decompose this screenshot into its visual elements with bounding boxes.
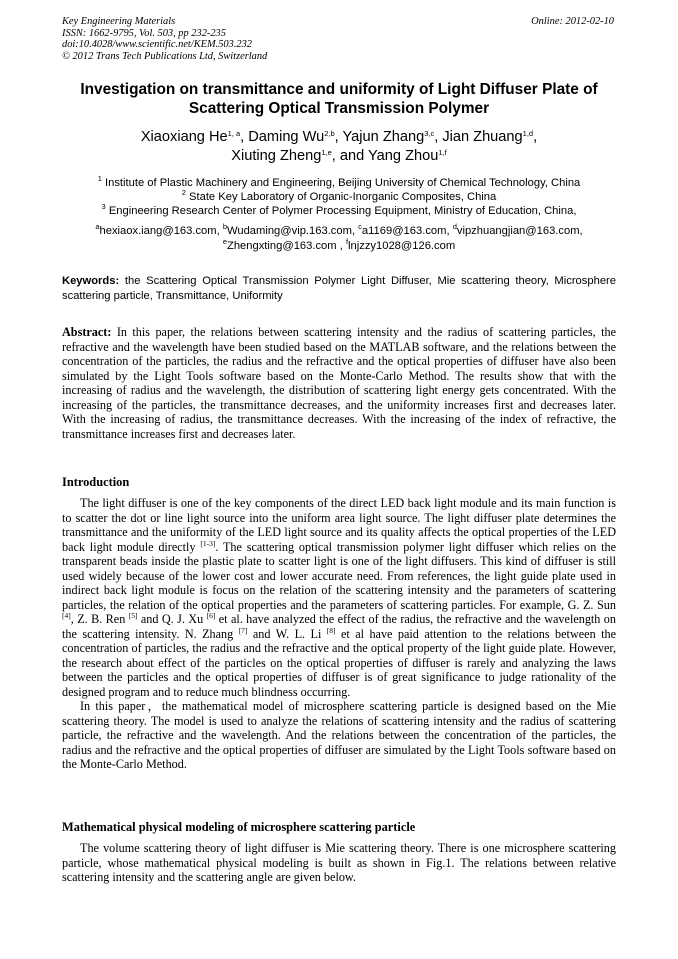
author-list <box>62 128 616 166</box>
paragraph-text: , Z. B. Ren <box>70 612 129 626</box>
journal-issn: ISSN: 1662-9795, Vol. 503, pp 232-235 <box>62 27 226 39</box>
email-line-1 <box>62 224 616 239</box>
paper-title <box>62 80 616 118</box>
journal-header <box>62 16 267 62</box>
affiliation-3 <box>62 204 616 218</box>
online-date: Online: 2012-02-10 <box>531 16 614 27</box>
intro-paragraph-2: In this paper，the mathematical model of microsphere scattering particle is designed based on the Mie scattering theory. The model is used to analyze the relations of scattering intensity and the radius of scattering particle, the refractive and the wavelength. And the relations between the concentration of the particles, the radius and the refractive and the optical properties of diffuser are simulated by the Light Tools software based on the Monte-Carlo Method. <box>62 699 616 771</box>
keywords-text: the Scattering Optical Transmission Polymer Light Diffuser, Mie scattering theory, Microsphere scattering particle, Transmittance, Uniformity <box>62 275 616 302</box>
journal-copyright: © 2012 Trans Tech Publications Ltd, Switzerland <box>62 50 268 62</box>
author-line-1 <box>62 128 616 147</box>
abstract-text: In this paper, the relations between scattering intensity and the radius of scattering particles, the refractive and the wavelength have been studied based on the MATLAB software, and the relations between the concentration of the particles, the radius and the refractive and the optical properties of diffuser have also been simulated by the Light Tools software based on the Monte-Carlo Method. The results show that with the increasing of radius and the wavelength, the distribution of scattering light energy gets concentrated. With the increasing of the particles, the transmittance decreases, and the uniformity increases first and decreases later. With the increasing of radius, the transmittance decreases. With the increasing of the index of refractive, the transmittance increases first and decreases later. <box>62 325 616 441</box>
affiliation-text: Engineering Research Center of Polymer Processing Equipment, Ministry of Education, China, <box>105 205 577 218</box>
affiliation-2 <box>62 190 616 204</box>
author-separator: , <box>533 129 538 145</box>
affiliation-text: Institute of Plastic Machinery and Engineering, Beijing University of Chemical Technology, China <box>101 177 581 189</box>
author-affil-mark: 1,d <box>522 129 534 138</box>
keywords-label: Keywords: <box>62 275 120 287</box>
author-line-2 <box>62 147 616 166</box>
affiliations <box>62 176 616 219</box>
author-name: , Yajun Zhang <box>334 129 425 145</box>
author-affil-mark: 3,c <box>424 129 435 138</box>
intro-paragraph-1 <box>62 496 616 699</box>
author-name: , Jian Zhuang <box>434 129 523 145</box>
affiliation-text: State Key Laboratory of Organic-Inorganic Composites, China <box>185 191 497 204</box>
author-emails <box>62 224 616 254</box>
keywords <box>62 274 616 303</box>
title-line-2: Scattering Optical Transmission Polymer <box>188 100 490 117</box>
email-address[interactable]: hexiaox.iang@163.com, <box>99 225 223 237</box>
paragraph-text: The light diffuser is one of the key components of the direct LED back light module and its main function is to scatter the dot or line light source into the uniform area light source. The light diffuser plate determines the transmittance and the uniformity of the LED light source and its quality affects the optical properties of the LED back light module directly <box>62 496 616 554</box>
paragraph-text: et al have paid attention to the relations between the concentration of particles, the radius and the refractive and the optical property of the light guide plate. However, the research about effect of the particles on the optical properties of diffuser is rarely and analyzing the laws between the particles and the optical properties of diffuser is of great significance to judge rationality of the designed program and to reduce much blindness occurring. <box>62 626 616 699</box>
affil-mark: 2 <box>181 188 186 198</box>
paragraph-text: and Q. J. Xu <box>137 612 207 626</box>
citation[interactable]: [6] <box>206 611 216 620</box>
email-mark: c <box>358 222 362 231</box>
paragraph-text: and W. L. Li <box>247 626 327 641</box>
journal-name: Key Engineering Materials <box>62 16 176 27</box>
affil-mark: 1 <box>97 174 102 183</box>
author-name: , and Yang Zhou <box>331 148 439 164</box>
email-mark: f <box>345 236 349 246</box>
author-affil-mark: 2,b <box>324 129 335 138</box>
section-heading-modeling: Mathematical physical modeling of microsphere scattering particle <box>62 820 416 834</box>
email-address[interactable]: Zhengxting@163.com , <box>226 239 346 252</box>
author-affil-mark: 1, a <box>227 129 241 138</box>
abstract-label: Abstract: <box>62 325 112 339</box>
citation[interactable]: [4] <box>62 611 71 620</box>
email-mark: b <box>222 222 227 231</box>
modeling-body <box>62 841 616 885</box>
paragraph-text: . The scattering optical transmission polymer light diffuser which relies on the transparent beads inside the plastic plate to scatter light is one of the light diffusers. This kind of diffuser is still used widely because of the lower cost and lower accurate need. From references, the light guide plate used in indirect back light module is focus on the relation of the scattering intensity and the parameters of scattering particles, the relation of the optical properties and the parameters of scattering particles. For example, G. Z. Sun <box>62 539 616 612</box>
email-address[interactable]: vipzhuangjian@163.com, <box>456 225 583 237</box>
email-address[interactable]: a1169@163.com, <box>361 225 453 237</box>
email-address[interactable]: lnjzzy1028@126.com <box>348 239 456 252</box>
email-line-2 <box>62 236 616 254</box>
author-name: Xiuting Zheng <box>231 148 322 164</box>
affil-mark: 3 <box>101 202 106 212</box>
author-affil-mark: 1,e <box>321 148 332 157</box>
citation[interactable]: [8] <box>326 625 336 635</box>
section-heading-introduction: Introduction <box>62 475 130 489</box>
citation[interactable]: [1-3] <box>200 538 216 548</box>
introduction-body <box>62 496 616 772</box>
citation[interactable]: [7] <box>238 625 248 635</box>
email-mark: e <box>222 236 227 246</box>
author-affil-mark: 1,f <box>438 148 447 157</box>
affiliation-1 <box>62 176 616 190</box>
abstract <box>62 325 616 441</box>
author-name: , Daming Wu <box>240 129 325 145</box>
title-line-1: Investigation on transmittance and uniformity of Light Diffuser Plate of <box>80 81 598 98</box>
email-mark: d <box>452 222 457 231</box>
paragraph-text: et al. have analyzed the effect of the radius, the refractive and the wavelength on the scattering intensity. N. Zhang <box>62 612 616 641</box>
modeling-paragraph-1: The volume scattering theory of light diffuser is Mie scattering theory. There is one microsphere scattering particle, whose mathematical physical modeling is built as shown in Fig.1. The relations between relative scattering intensity and the scattering angle are given below. <box>62 841 616 884</box>
author-name: Xiaoxiang He <box>140 129 228 145</box>
journal-doi: doi:10.4028/www.scientific.net/KEM.503.232 <box>62 39 252 51</box>
email-mark: a <box>95 222 100 231</box>
citation[interactable]: [5] <box>128 611 138 620</box>
email-address[interactable]: Wudaming@vip.163.com, <box>227 225 359 237</box>
